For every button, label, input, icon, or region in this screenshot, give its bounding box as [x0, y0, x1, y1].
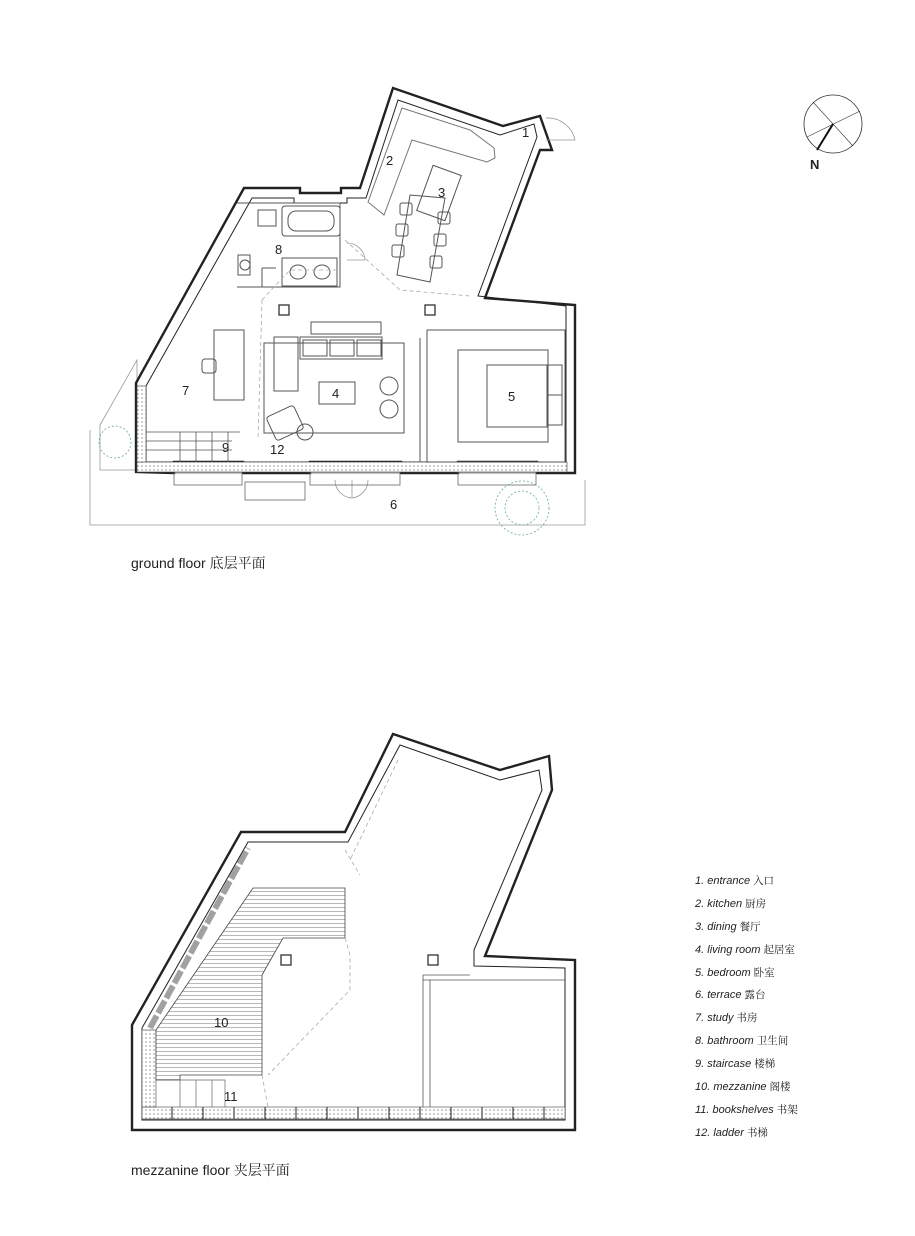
north-arrow-compass	[804, 95, 862, 153]
room-number-12: 12	[270, 442, 285, 457]
room-number-6: 6	[390, 497, 398, 512]
legend-item: 2. kitchen 厨房	[695, 897, 767, 910]
legend-item: 7. study 书房	[695, 1012, 758, 1025]
legend-item: 10. mezzanine 阁楼	[695, 1081, 791, 1094]
bedroom-furniture	[420, 330, 565, 462]
room-number-10: 10	[214, 1015, 229, 1030]
ground-floor-caption: ground floor 底层平面	[131, 555, 266, 571]
north-label: N	[810, 157, 820, 172]
legend-item: 12. ladder 书梯	[695, 1126, 768, 1139]
room-number-3: 3	[438, 185, 446, 200]
living-room-furniture	[264, 322, 404, 441]
room-number-2: 2	[386, 153, 394, 168]
mezzanine-floor-plan	[132, 734, 575, 1130]
room-number-9: 9	[222, 440, 230, 455]
room-number-11: 11	[224, 1089, 238, 1104]
mezzanine-deck	[156, 888, 345, 1080]
room-number-1: 1	[522, 125, 530, 140]
room-number-7: 7	[182, 383, 190, 398]
room-number-5: 5	[508, 389, 516, 404]
mezzanine-floor-caption: mezzanine floor 夹层平面	[131, 1162, 290, 1178]
legend-item: 3. dining 餐厅	[695, 920, 761, 933]
legend-item: 4. living room 起居室	[695, 943, 795, 956]
legend-item: 9. staircase 楼梯	[695, 1058, 776, 1071]
ground-floor-plan	[90, 88, 585, 535]
room-legend	[695, 873, 798, 1148]
legend-item: 11. bookshelves 书架	[695, 1103, 798, 1116]
legend-item: 8. bathroom 卫生间	[695, 1035, 789, 1048]
bathroom-fixtures	[237, 203, 340, 287]
room-number-4: 4	[332, 386, 340, 401]
ground-room-numbers	[182, 125, 529, 512]
legend-item: 6. terrace 露台	[695, 989, 766, 1002]
ground-interior-wall-line	[146, 100, 566, 462]
ground-exterior-wall	[136, 88, 575, 473]
legend-item: 5. bedroom 卧室	[695, 966, 775, 979]
room-number-8: 8	[275, 242, 283, 257]
legend-item: 1. entrance 入口	[695, 875, 775, 887]
